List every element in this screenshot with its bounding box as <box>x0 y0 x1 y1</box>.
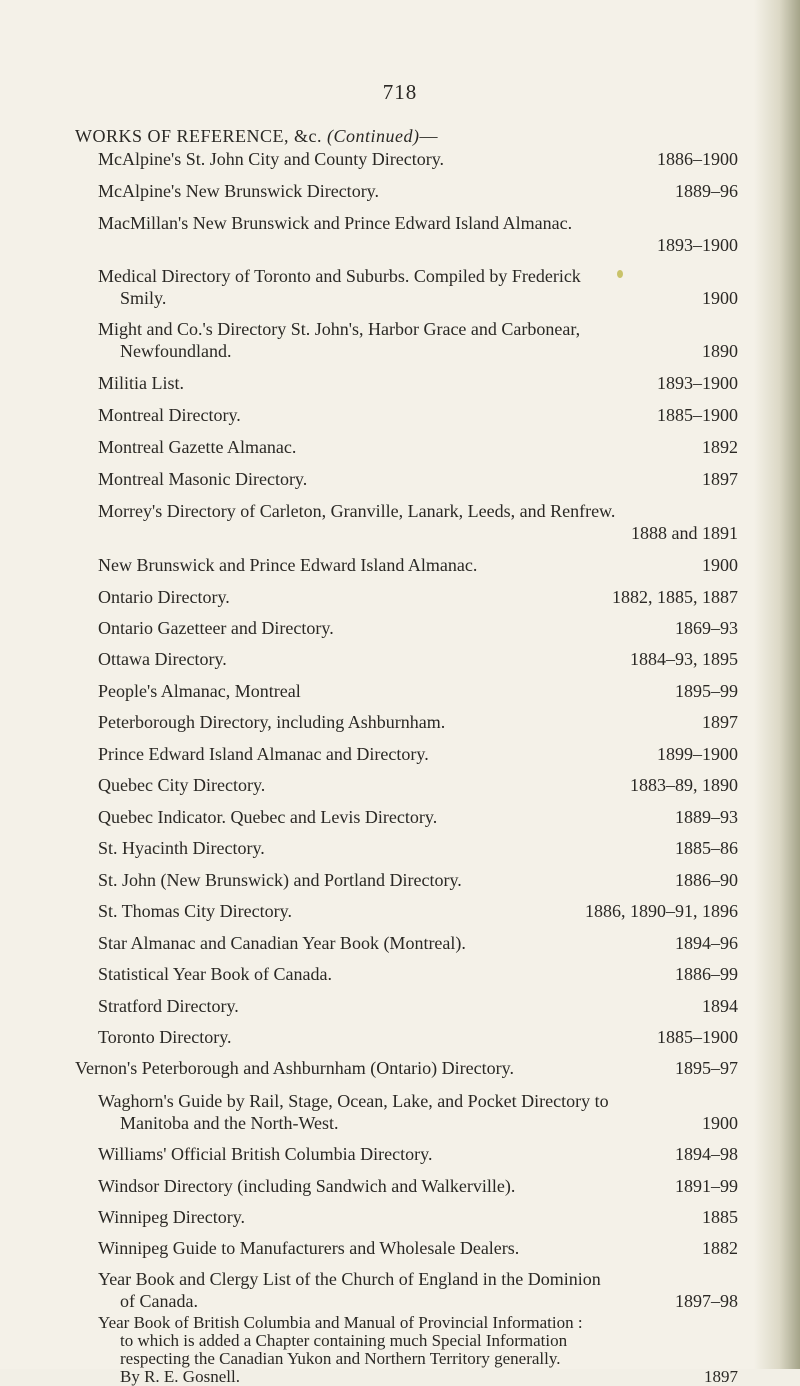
list-item <box>98 900 738 922</box>
entry-years: 1885–86 <box>675 838 738 858</box>
entry-years: 1885–1900 <box>657 405 738 425</box>
entry-years: 1882, 1885, 1887 <box>612 587 738 607</box>
entry-years: 1883–89, 1890 <box>630 775 738 795</box>
entry-years: 1890 <box>702 341 738 361</box>
entry-years: 1893–1900 <box>657 235 738 255</box>
entry-title: Quebec City Directory. <box>98 775 266 795</box>
list-item <box>98 1206 738 1228</box>
entry-title: Stratford Directory. <box>98 996 239 1016</box>
list-item <box>98 806 738 828</box>
entry-continuation <box>98 340 738 362</box>
page-number: 718 <box>382 80 418 104</box>
entry-continuation-text: Newfoundland. <box>120 341 232 361</box>
entry-title: Winnipeg Guide to Manufacturers and Wholesale Dealers. <box>98 1238 520 1258</box>
list-item <box>98 1143 738 1165</box>
entry-years: 1885 <box>702 1207 738 1227</box>
list-item <box>98 837 738 859</box>
list-item <box>98 1175 738 1197</box>
list-item <box>98 711 738 733</box>
entry-years: 1882 <box>702 1238 738 1258</box>
list-item <box>98 265 738 309</box>
list-item <box>98 436 738 458</box>
entry-title: St. Hyacinth Directory. <box>98 838 265 858</box>
list-item <box>98 869 738 891</box>
entry-title: Year Book and Clergy List of the Church of England in the Dominion <box>98 1269 601 1289</box>
entry-continuation-text: Manitoba and the North-West. <box>120 1113 339 1133</box>
entry-years: 1897 <box>704 1367 738 1386</box>
entry-continuation <box>98 287 738 309</box>
entry-title: Quebec Indicator. Quebec and Levis Directory. <box>98 807 438 827</box>
entry-title: Year Book of British Columbia and Manual of Provincial Information : <box>98 1313 583 1332</box>
entry-title: MacMillan's New Brunswick and Prince Edward Island Almanac. <box>98 213 573 233</box>
entry-title: Montreal Masonic Directory. <box>98 469 308 489</box>
entry-continuation: respecting the Canadian Yukon and Northern Territory generally. <box>120 1349 561 1368</box>
entry-years: 1900 <box>702 288 738 308</box>
entry-years: 1886–1900 <box>657 149 738 169</box>
list-item <box>98 680 738 702</box>
list-item <box>98 1237 738 1259</box>
entry-years: 1897 <box>702 712 738 732</box>
entry-title: McAlpine's St. John City and County Directory. <box>98 149 445 169</box>
list-item <box>98 648 738 670</box>
list-item <box>98 774 738 796</box>
entry-continuation-text: By R. E. Gosnell. <box>120 1367 240 1386</box>
entry-years: 1886, 1890–91, 1896 <box>585 901 738 921</box>
list-item <box>98 554 738 576</box>
list-item <box>98 1026 738 1048</box>
list-item <box>98 1314 738 1386</box>
entry-title: New Brunswick and Prince Edward Island Almanac. <box>98 555 478 575</box>
list-item <box>98 404 738 426</box>
list-item <box>98 1090 738 1134</box>
entry-title: Statistical Year Book of Canada. <box>98 964 332 984</box>
entry-years: 1897–98 <box>675 1291 738 1311</box>
entry-title: Ontario Directory. <box>98 587 230 607</box>
list-item <box>98 995 738 1017</box>
entry-years: 1869–93 <box>675 618 738 638</box>
entry-title: Prince Edward Island Almanac and Directory. <box>98 744 429 764</box>
list-item <box>98 586 738 608</box>
entry-years: 1886–90 <box>675 870 738 890</box>
entry-years: 1894–96 <box>675 933 738 953</box>
entry-years: 1897 <box>702 469 738 489</box>
heading-continued: (Continued) <box>327 126 420 146</box>
entry-title: Ottawa Directory. <box>98 649 227 669</box>
list-item <box>98 963 738 985</box>
entry-continuation <box>98 1290 738 1312</box>
list-item <box>98 212 738 256</box>
entry-years: 1891–99 <box>675 1176 738 1196</box>
entry-years: 1888 and 1891 <box>631 523 738 543</box>
heading-dash: — <box>419 126 439 146</box>
entry-years: 1900 <box>702 1113 738 1133</box>
list-item <box>98 372 738 394</box>
entry-title: Williams' Official British Columbia Directory. <box>98 1144 433 1164</box>
entry-title: Vernon's Peterborough and Ashburnham (Ontario) Directory. <box>75 1058 514 1078</box>
entry-years: 1889–93 <box>675 807 738 827</box>
heading-main: WORKS OF REFERENCE, &c. <box>75 126 328 146</box>
entry-title: Peterborough Directory, including Ashburnham. <box>98 712 446 732</box>
page-edge-shadow <box>754 0 800 1369</box>
entry-years: 1895–99 <box>675 681 738 701</box>
entry-title: McAlpine's New Brunswick Directory. <box>98 181 380 201</box>
entry-title: Toronto Directory. <box>98 1027 232 1047</box>
list-item <box>98 500 738 544</box>
entry-title: Winnipeg Directory. <box>98 1207 246 1227</box>
entry-title: People's Almanac, Montreal <box>98 681 301 701</box>
entry-years: 1886–99 <box>675 964 738 984</box>
list-item <box>98 743 738 765</box>
entry-title: Waghorn's Guide by Rail, Stage, Ocean, Lake, and Pocket Directory to <box>98 1091 609 1111</box>
list-item <box>98 1268 738 1312</box>
entry-years: 1884–93, 1895 <box>630 649 738 669</box>
entry-title: Ontario Gazetteer and Directory. <box>98 618 334 638</box>
entry-years: 1895–97 <box>675 1058 738 1078</box>
entry-title: Montreal Directory. <box>98 405 241 425</box>
entry-continuation-text: Smily. <box>120 288 167 308</box>
entry-years: 1894 <box>702 996 738 1016</box>
list-item <box>98 932 738 954</box>
entry-title: Montreal Gazette Almanac. <box>98 437 297 457</box>
list-item <box>98 180 738 202</box>
entry-continuation <box>98 1368 738 1386</box>
entry-years: 1900 <box>702 555 738 575</box>
entry-continuation: to which is added a Chapter containing much Special Information <box>120 1331 568 1350</box>
list-item <box>98 148 738 170</box>
entry-title: Militia List. <box>98 373 185 393</box>
entry-years: 1889–96 <box>675 181 738 201</box>
entry-title: Star Almanac and Canadian Year Book (Montreal). <box>98 933 466 953</box>
list-item <box>98 468 738 490</box>
entry-years: 1894–98 <box>675 1144 738 1164</box>
list-item <box>98 318 738 362</box>
entry-title: Might and Co.'s Directory St. John's, Harbor Grace and Carbonear, <box>98 319 581 339</box>
list-item <box>98 617 738 639</box>
entry-title: Medical Directory of Toronto and Suburbs. Compiled by Frederick <box>98 266 581 286</box>
section-heading <box>75 126 438 147</box>
entry-title: Windsor Directory (including Sandwich and Walkerville). <box>98 1176 516 1196</box>
entry-years: 1885–1900 <box>657 1027 738 1047</box>
entry-title: Morrey's Directory of Carleton, Granville, Lanark, Leeds, and Renfrew. <box>98 501 616 521</box>
entry-continuation <box>98 1112 738 1134</box>
entry-continuation-text: of Canada. <box>120 1291 198 1311</box>
entry-title: St. Thomas City Directory. <box>98 901 292 921</box>
entry-years: 1893–1900 <box>657 373 738 393</box>
entry-years: 1892 <box>702 437 738 457</box>
entry-title: St. John (New Brunswick) and Portland Directory. <box>98 870 462 890</box>
list-item <box>75 1057 738 1079</box>
entry-years: 1899–1900 <box>657 744 738 764</box>
